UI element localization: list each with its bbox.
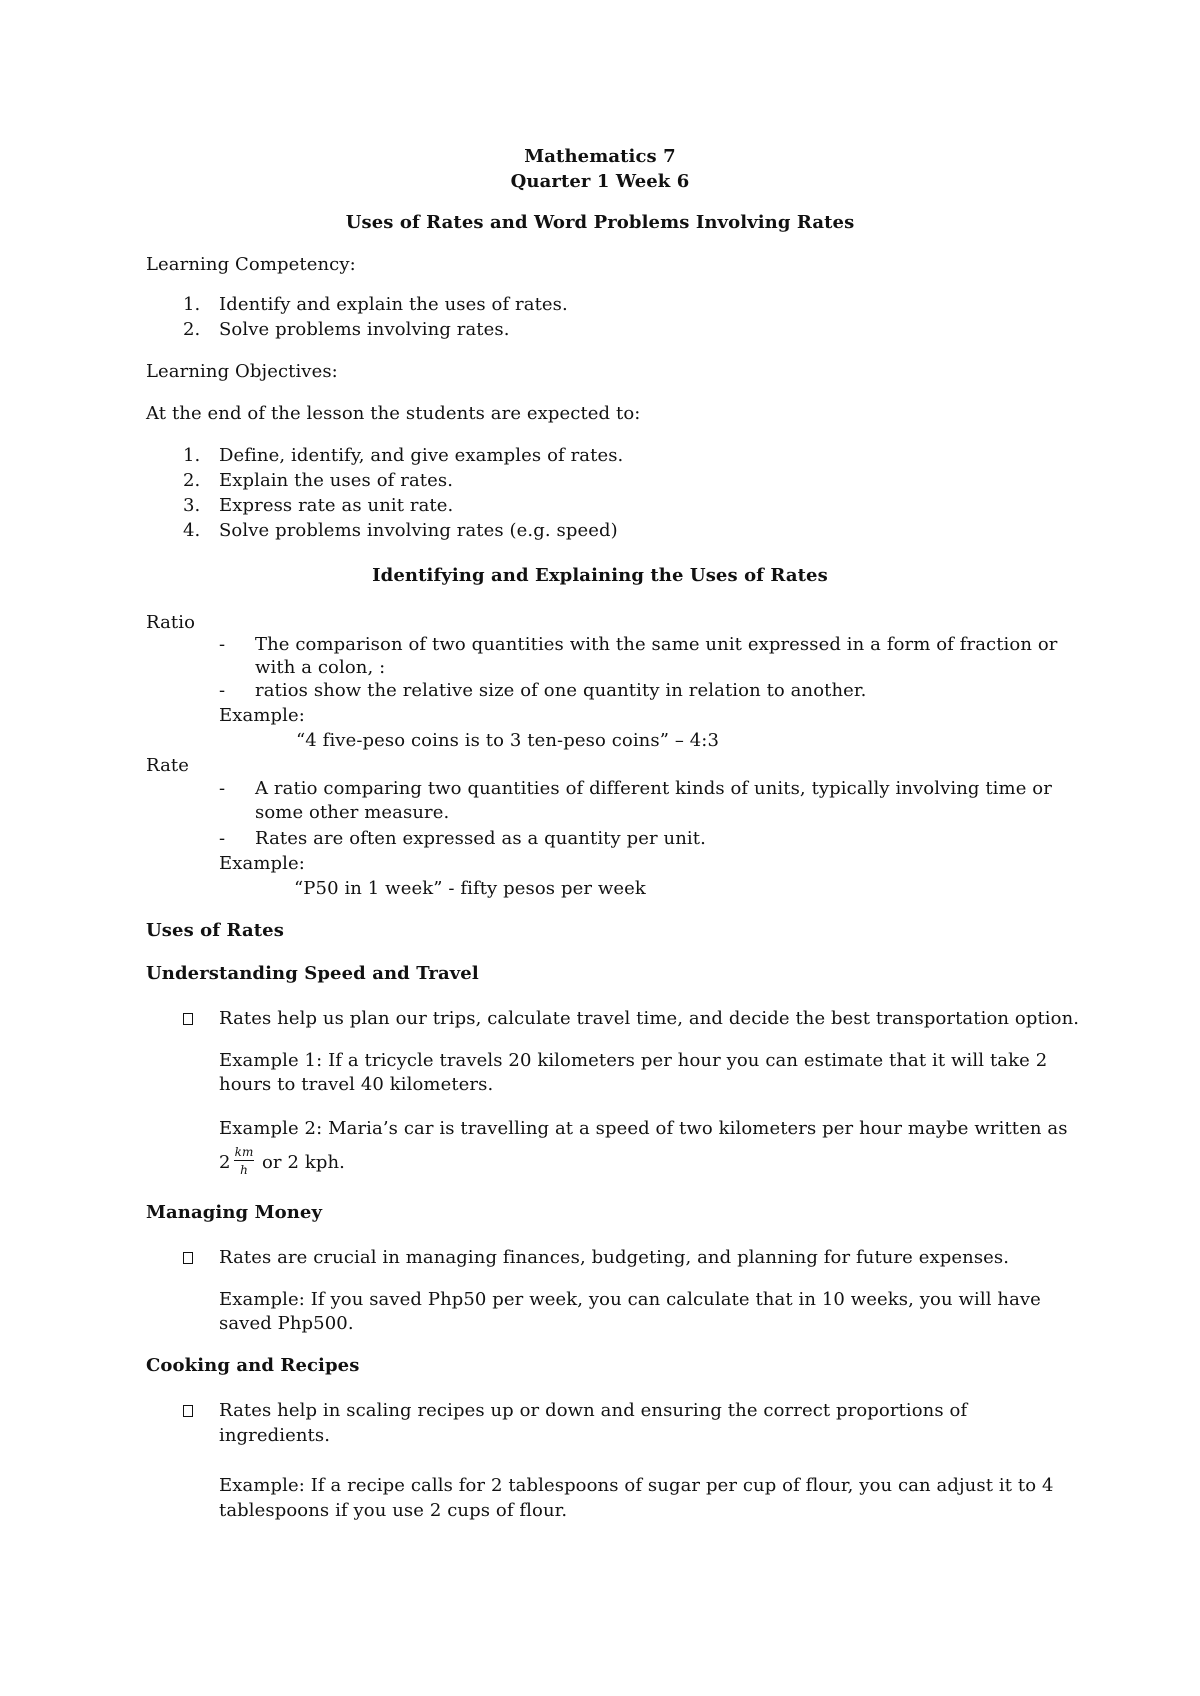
rate-bullet-1-line-2: some other measure. (255, 802, 450, 823)
ratio-term: Ratio (146, 612, 196, 633)
objective-item-3: Express rate as unit rate. (219, 495, 454, 516)
rate-dash-2: - (219, 828, 226, 849)
speed-example-1-line-2: hours to travel 40 kilometers. (219, 1074, 494, 1095)
uses-heading: Uses of Rates (146, 920, 284, 941)
rate-example-label: Example: (219, 853, 305, 874)
fraction-bar (234, 1160, 254, 1161)
competency-num-2: 2. (183, 319, 201, 340)
money-example-line-2: saved Php500. (219, 1313, 354, 1334)
ratio-bullet-1-line-2: with a colon, : (255, 657, 386, 678)
speed-example-2-line-1: Example 2: Maria’s car is travelling at a speed of two kilometers per hour maybe written as (219, 1118, 1068, 1139)
ratio-example: “4 five-peso coins is to 3 ten-peso coins” – 4:3 (296, 730, 720, 751)
speed-example-2-coefficient: 2 (219, 1152, 231, 1173)
rate-bullet-1-line-1: A ratio comparing two quantities of different kinds of units, typically involving time or (255, 778, 1052, 799)
ratio-bullet-2: ratios show the relative size of one quantity in relation to another. (255, 680, 867, 701)
objective-num-4: 4. (183, 520, 201, 541)
money-bullet: Rates are crucial in managing finances, budgeting, and planning for future expenses. (219, 1247, 1010, 1268)
document-title: Mathematics 7 (524, 146, 676, 167)
competency-num-1: 1. (183, 294, 201, 315)
objective-item-2: Explain the uses of rates. (219, 470, 454, 491)
objectives-label: Learning Objectives: (146, 361, 338, 382)
objective-num-3: 3. (183, 495, 201, 516)
section-heading: Identifying and Explaining the Uses of Rates (372, 565, 828, 586)
cooking-heading: Cooking and Recipes (146, 1355, 360, 1376)
rate-term: Rate (146, 755, 189, 776)
money-heading: Managing Money (146, 1202, 323, 1223)
ratio-example-label: Example: (219, 705, 305, 726)
competency-item-2: Solve problems involving rates. (219, 319, 510, 340)
ratio-bullet-1-line-1: The comparison of two quantities with the same unit expressed in a form of fraction or (255, 634, 1058, 655)
ratio-dash-2: - (219, 680, 226, 701)
checkbox-bullet-icon (183, 1405, 193, 1417)
money-example-line-1: Example: If you saved Php50 per week, you can calculate that in 10 weeks, you will have (219, 1289, 1041, 1310)
objectives-intro: At the end of the lesson the students are expected to: (146, 403, 641, 424)
rate-example: “P50 in 1 week” - fifty pesos per week (294, 878, 646, 899)
checkbox-bullet-icon (183, 1013, 193, 1025)
objective-item-4: Solve problems involving rates (e.g. speed) (219, 520, 618, 541)
rate-dash-1: - (219, 778, 226, 799)
competency-label: Learning Competency: (146, 254, 356, 275)
objective-num-1: 1. (183, 445, 201, 466)
cooking-bullet-line-1: Rates help in scaling recipes up or down and ensuring the correct proportions of (219, 1400, 968, 1421)
fraction-denominator: h (240, 1163, 248, 1177)
topic-title: Uses of Rates and Word Problems Involving Rates (345, 212, 855, 233)
speed-bullet: Rates help us plan our trips, calculate travel time, and decide the best transportation option. (219, 1008, 1080, 1029)
speed-heading: Understanding Speed and Travel (146, 963, 479, 984)
objective-num-2: 2. (183, 470, 201, 491)
speed-example-1-line-1: Example 1: If a tricycle travels 20 kilometers per hour you can estimate that it will take 2 (219, 1050, 1048, 1071)
checkbox-bullet-icon (183, 1252, 193, 1264)
competency-item-1: Identify and explain the uses of rates. (219, 294, 568, 315)
cooking-bullet-line-2: ingredients. (219, 1425, 331, 1446)
speed-example-2-rest: or 2 kph. (262, 1152, 345, 1173)
objective-item-1: Define, identify, and give examples of rates. (219, 445, 624, 466)
cooking-example-line-1: Example: If a recipe calls for 2 tablespoons of sugar per cup of flour, you can adjust it to 4 (219, 1475, 1054, 1496)
cooking-example-line-2: tablespoons if you use 2 cups of flour. (219, 1500, 568, 1521)
fraction-numerator: km (234, 1145, 254, 1159)
rate-bullet-2: Rates are often expressed as a quantity per unit. (255, 828, 706, 849)
document-subtitle: Quarter 1 Week 6 (510, 171, 690, 192)
ratio-dash-1: - (219, 634, 226, 655)
